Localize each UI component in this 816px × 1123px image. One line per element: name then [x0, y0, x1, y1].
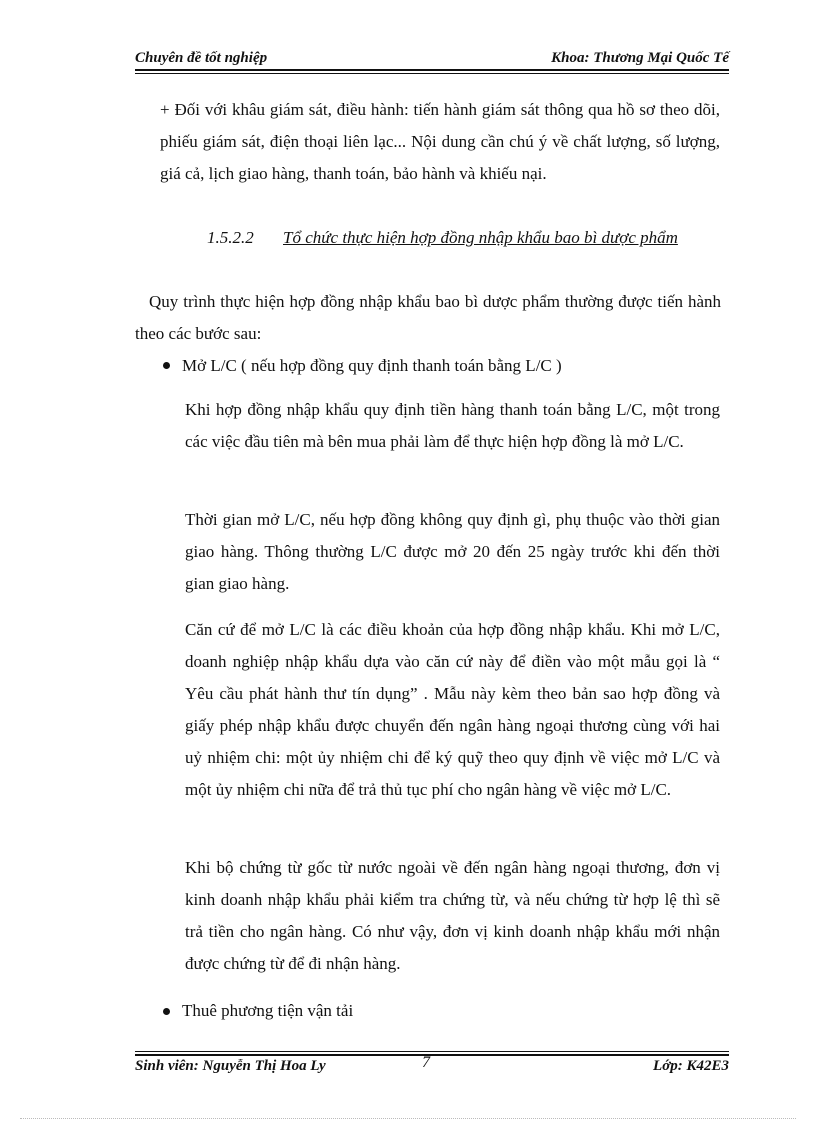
bullet-transport: Thuê phương tiện vận tải: [182, 1001, 354, 1020]
bullet-open-lc: Mở L/C ( nếu hợp đồng quy định thanh toán bằng L/C ): [182, 356, 562, 375]
footer-rule: [135, 1054, 729, 1056]
bullet-icon: [163, 1008, 170, 1015]
bullet-icon: [163, 362, 170, 369]
header-right: Khoa: Thương Mại Quốc Tế: [551, 50, 729, 66]
section-number: 1.5.2.2: [207, 228, 254, 247]
paragraph-lc-3: Căn cứ để mở L/C là các điều khoản của hợp đồng nhập khẩu. Khi mở L/C, doanh nghiệp nhập khẩu dựa vào căn cứ này để điền vào một mẫu gọi là “ Yêu cầu phát hành thư tín dụng” . Mẫu này kèm theo bản sao hợp đồng và giấy phép nhập khẩu được chuyển đến ngân hàng ngoại thương cùng với hai uỷ nhiệm chi: một ủy nhiệm chi để ký quỹ theo quy định về việc mở L/C và một ủy nhiệm chi nữa để trả thủ tục phí cho ngân hàng về việc mở L/C.: [185, 620, 720, 799]
paragraph-intro: Quy trình thực hiện hợp đồng nhập khẩu bao bì dược phẩm thường được tiến hành theo các bước sau:: [135, 292, 721, 343]
header-left: Chuyên đề tốt nghiệp: [135, 50, 268, 66]
paragraph-lc-2: Thời gian mở L/C, nếu hợp đồng không quy định gì, phụ thuộc vào thời gian giao hàng. Thông thường L/C được mở 20 đến 25 ngày trước khi đến thời gian giao hàng.: [185, 510, 720, 593]
paragraph-supervision: + Đối với khâu giám sát, điều hành: tiến hành giám sát thông qua hồ sơ theo dõi, phiếu giám sát, điện thoại liên lạc... Nội dung cần chú ý về chất lượng, số lượng, giá cả, lịch giao hàng, thanh toán, bảo hành và khiếu nại.: [160, 100, 720, 183]
header-rule: [135, 69, 729, 71]
paragraph-lc-4: Khi bộ chứng từ gốc từ nước ngoài về đến ngân hàng ngoại thương, đơn vị kinh doanh nhập khẩu phải kiểm tra chứng từ, và nếu chứng từ hợp lệ thì sẽ trả tiền cho ngân hàng. Có như vậy, đơn vị kinh doanh nhập khẩu mới nhận được chứng từ để đi nhận hàng.: [185, 858, 720, 973]
page-number: 7: [422, 1054, 430, 1071]
section-heading: Tổ chức thực hiện hợp đồng nhập khẩu bao bì dược phẩm: [283, 228, 678, 247]
footer-rule-thin: [135, 1051, 729, 1052]
header-rule-thin: [135, 73, 729, 74]
footer-class: Lớp: K42E3: [653, 1058, 729, 1074]
paragraph-lc-1: Khi hợp đồng nhập khẩu quy định tiền hàng thanh toán bằng L/C, một trong các việc đầu tiên mà bên mua phải làm để thực hiện hợp đồng là mở L/C.: [185, 400, 720, 451]
footer-student: Sinh viên: Nguyễn Thị Hoa Ly: [135, 1058, 326, 1074]
page-edge-dotted: [20, 1118, 796, 1119]
page-header: [135, 50, 729, 67]
